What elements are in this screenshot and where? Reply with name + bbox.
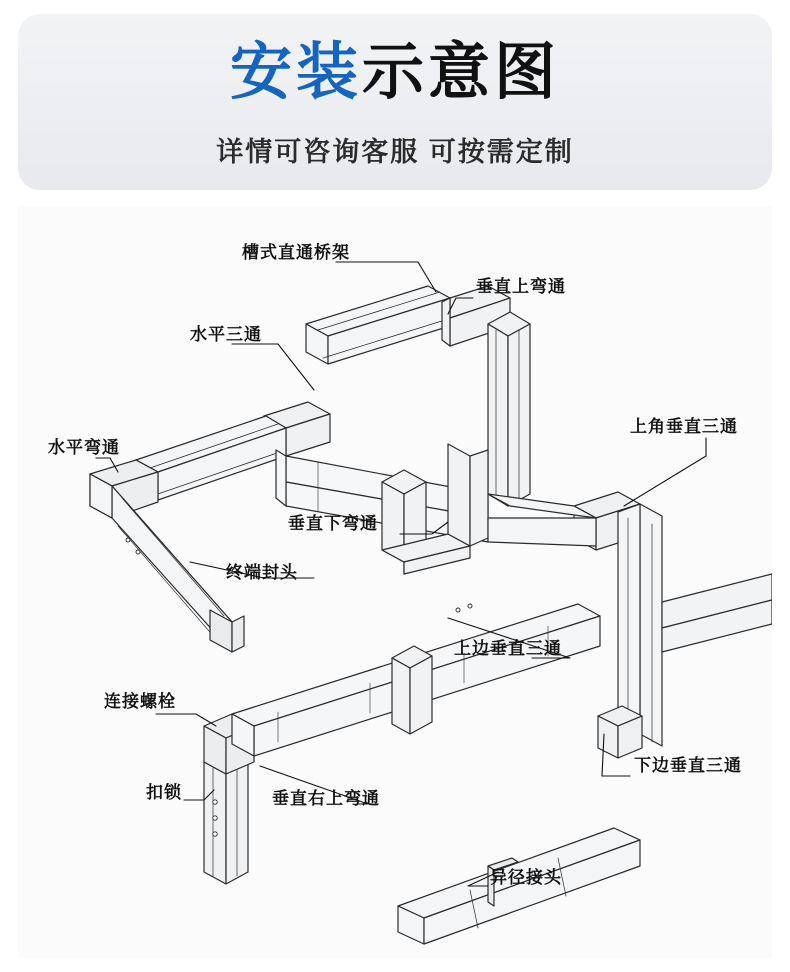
tray-right-upper-run bbox=[488, 494, 596, 546]
tray-top-left-run bbox=[306, 286, 450, 364]
label-connect-bolt: 连接螺栓 bbox=[104, 692, 176, 711]
label-buckle-lock: 扣锁 bbox=[146, 783, 182, 802]
page-title-part1: 安装 bbox=[229, 38, 362, 107]
page-title-part2: 示意图 bbox=[362, 38, 561, 107]
label-horizontal-tee: 水平三通 bbox=[190, 325, 262, 344]
page-title bbox=[18, 40, 772, 105]
label-upper-vertical-tee: 上边垂直三通 bbox=[454, 639, 562, 658]
page-subtitle: 详情可咨询客服 可按需定制 bbox=[216, 137, 574, 167]
label-lower-vertical-tee: 下边垂直三通 bbox=[634, 756, 742, 775]
label-straight-tray: 槽式直通桥架 bbox=[242, 243, 350, 262]
label-upper-corner-tee: 上角垂直三通 bbox=[630, 417, 738, 436]
label-vertical-down-bend: 垂直下弯通 bbox=[288, 514, 378, 533]
cable-tray-isometric-drawing bbox=[18, 206, 772, 958]
diagram-area bbox=[18, 206, 772, 958]
lower-vertical-tee-part bbox=[598, 706, 642, 758]
upper-vertical-tee-leg bbox=[392, 646, 432, 734]
label-horizontal-bend: 水平弯通 bbox=[48, 438, 120, 457]
label-end-cap: 终端封头 bbox=[226, 563, 298, 582]
vertical-up-bend-part bbox=[488, 312, 530, 506]
label-vertical-up-bend: 垂直上弯通 bbox=[476, 277, 566, 296]
header-banner bbox=[18, 14, 772, 190]
label-reducer-joint: 异径接头 bbox=[490, 868, 562, 887]
label-vertical-right-bend: 垂直右上弯通 bbox=[272, 789, 380, 808]
tray-far-right bbox=[662, 574, 772, 652]
